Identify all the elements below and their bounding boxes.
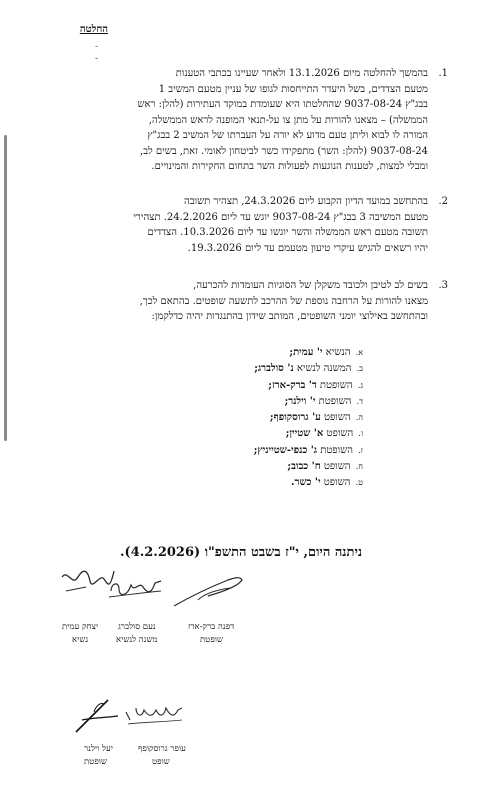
signature-name: יצחק עמית: [62, 622, 99, 632]
judge-item: ד. השופטת י' וילנר;: [284, 395, 363, 407]
signature-name: נעם סולברג: [118, 622, 156, 632]
paragraph-line: בשים לב לטיבן ולכובד משקלן של הסוגיות העומדות להכרעה,: [193, 280, 428, 291]
paragraph-1: [72, 66, 448, 175]
paragraph-number: 2.: [438, 196, 448, 207]
signature-role: נשיא: [72, 635, 89, 645]
dash-mark: -: [94, 54, 98, 64]
decision-heading: החלטה: [79, 24, 108, 35]
paragraph-line: יהיו רשאים להגיש עיקרי טיעון מטעמם עד ליום 19.3.2026.: [187, 242, 428, 254]
signature-solberg: [105, 573, 165, 603]
signature-grosskopf: [122, 700, 186, 730]
judge-item: ח. השופט ח' כבוב;: [287, 461, 363, 473]
judge-item: ט. השופט י' כשר.: [291, 477, 363, 489]
paragraph-line: בהמשך להחלטה מיום 13.1.2026 ולאחר שעיינו בכתבי הטענות: [175, 68, 428, 79]
signature-name: דפנה ברק-ארז: [188, 622, 235, 632]
paragraph-number: 1.: [438, 68, 448, 79]
signature-role: שופטת: [84, 757, 107, 767]
judge-item: ג. השופטת ד' ברק-ארז;: [268, 379, 363, 391]
scrollbar[interactable]: [4, 135, 7, 441]
paragraph-line: בהתחשב במועד הדיון הקבוע ליום 24.3.2026, תצהיר תשובה: [183, 196, 428, 207]
paragraph-line: מטעם הצדדים, בשל היעדר התייחסות לגופו של עניין מטעם המשיב 1: [158, 83, 428, 95]
signature-role: משנה לנשיא: [116, 635, 158, 645]
given-date-line: ניתנה היום, י"ז בשבט התשפ"ו (4.2.2026).: [120, 545, 363, 560]
paragraph-line: המורה לו לבוא וליתן טעם מדוע לא יורה על העברתו של המשיב 2 בבג"ץ: [147, 130, 428, 141]
paragraph-line: בבג"ץ 9037-08-24 שהחלטתו היא שעומדת במוקד העתירות (להלן: ראש: [137, 99, 428, 110]
paragraph-line: הממשלה) – מצאנו להורות על מתן צו על-תנאי המופנה לראש הממשלה,: [148, 114, 428, 126]
judge-item: ז. השופטת ג' כנפי-שטייניץ;: [253, 444, 363, 456]
paragraph-line: ומבלי למצות, לטענות הנוגעות לפעולות השר בתחום החקירות והמינויים.: [151, 161, 428, 172]
signature-willner: [72, 694, 122, 736]
signature-name: יעל וילנר: [84, 744, 114, 754]
signature-barak-erez: [168, 570, 246, 610]
signature-role: שופטת: [200, 635, 223, 645]
paragraph-line: 9037-08-24 (להלן: השר) מתפקידו כשר לביטחון לאומי. זאת, בשים לב,: [140, 145, 428, 157]
signature-name: עופר גרוסקופף: [138, 744, 186, 754]
paragraph-line: מצאנו להורות על הרחבה נוספת של ההרכב לתשעה שופטים. בהתאם לכך,: [139, 295, 428, 307]
judge-item: ב. המשנה לנשיא נ' סולברג;: [254, 363, 363, 375]
paragraph-line: תשובה מטעם ראש הממשלה והשר יוגשו עד ליום 10.3.2026. הצדדים: [147, 227, 428, 238]
paragraph-line: ובהתחשב באילוצי יומני השופטים, המותב שידון בהתנגדות יהיה כדלקמן:: [151, 311, 428, 322]
dash-mark: -: [94, 42, 98, 52]
judges-list: [254, 345, 363, 492]
judge-item: א. הנשיא י' עמית;: [289, 347, 363, 358]
paragraph-number: 3.: [438, 280, 448, 291]
judge-item: ו. השופט א' שטיין;: [285, 428, 363, 440]
judge-item: ה. השופט ע' גרוסקופף;: [269, 412, 363, 424]
paragraph-2: [72, 194, 448, 256]
paragraph-line: מטעם המשיבה 3 בבג"ץ 9037-08-24 יוגש עד ליום 24.2.2026. תצהירי: [133, 211, 428, 223]
signature-role: שופט: [152, 757, 170, 767]
paragraph-3: [72, 278, 448, 325]
